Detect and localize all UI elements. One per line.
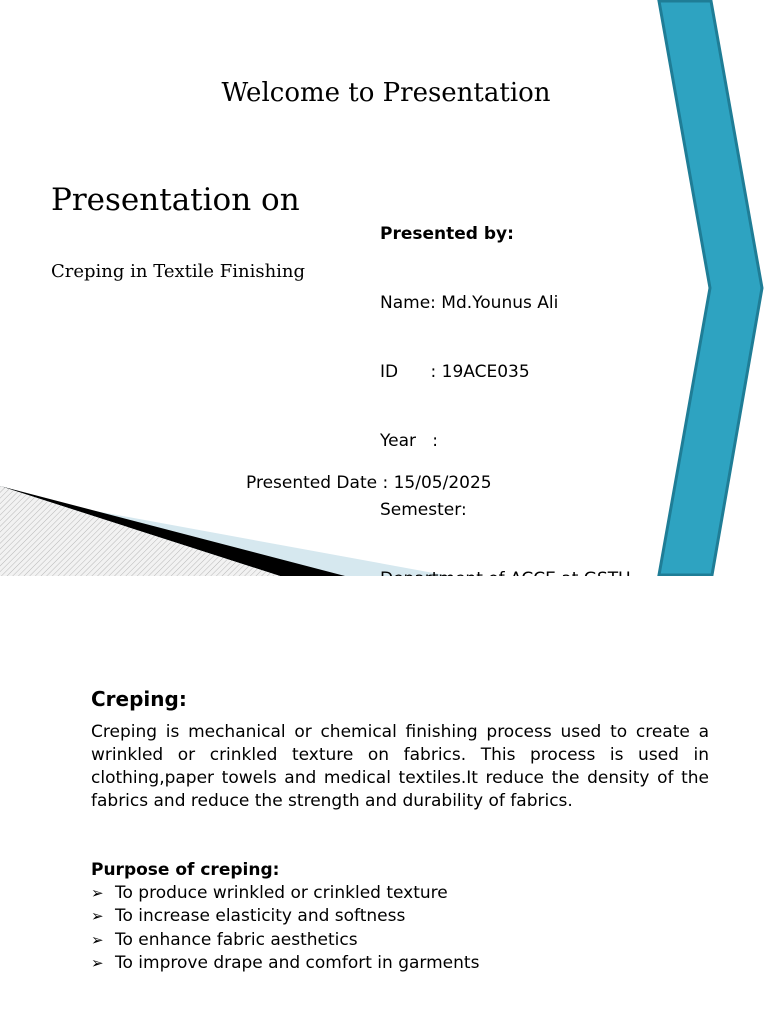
- presentation-on-label: Presentation on: [51, 182, 300, 218]
- purpose-text: To improve drape and comfort in garments: [115, 952, 480, 973]
- list-item: [91, 952, 479, 975]
- presenter-year: Year :: [380, 431, 438, 451]
- arrowhead-bullet-icon: ➢: [91, 907, 104, 926]
- purpose-text: To increase elasticity and softness: [115, 906, 406, 927]
- arrowhead-bullet-icon: ➢: [91, 930, 104, 949]
- list-item: [91, 905, 479, 928]
- list-item: [91, 882, 479, 905]
- purpose-text: To produce wrinkled or crinkled texture: [115, 883, 448, 903]
- purpose-list: [91, 882, 479, 975]
- presented-by-heading: Presented by:: [380, 224, 514, 244]
- list-item: [91, 929, 479, 952]
- presented-date: Presented Date : 15/05/2025: [246, 473, 492, 493]
- presenter-semester: Semester:: [380, 500, 467, 520]
- presenter-name: Name: Md.Younus Ali: [380, 293, 559, 313]
- topic-title: Creping in Textile Finishing: [51, 261, 306, 282]
- creping-slide: [0, 576, 768, 1024]
- arrowhead-bullet-icon: ➢: [91, 884, 104, 902]
- presenter-info: [380, 177, 631, 637]
- arrowhead-bullet-icon: ➢: [91, 953, 104, 972]
- purpose-heading: Purpose of creping:: [91, 860, 280, 880]
- welcome-title: Welcome to Presentation: [221, 78, 551, 108]
- hatched-wedge-shape: [0, 486, 280, 576]
- creping-heading: Creping:: [91, 687, 187, 711]
- presenter-id: ID : 19ACE035: [380, 362, 530, 382]
- purpose-text: To enhance fabric aesthetics: [115, 929, 358, 950]
- creping-description: Creping is mechanical or chemical finishing process used to create a wrinkled or crinkled texture on fabrics. This process is used in clothing,paper towels and medical textiles.It reduce the density of the fabrics and reduce the strength and durability of fabrics.: [91, 722, 709, 811]
